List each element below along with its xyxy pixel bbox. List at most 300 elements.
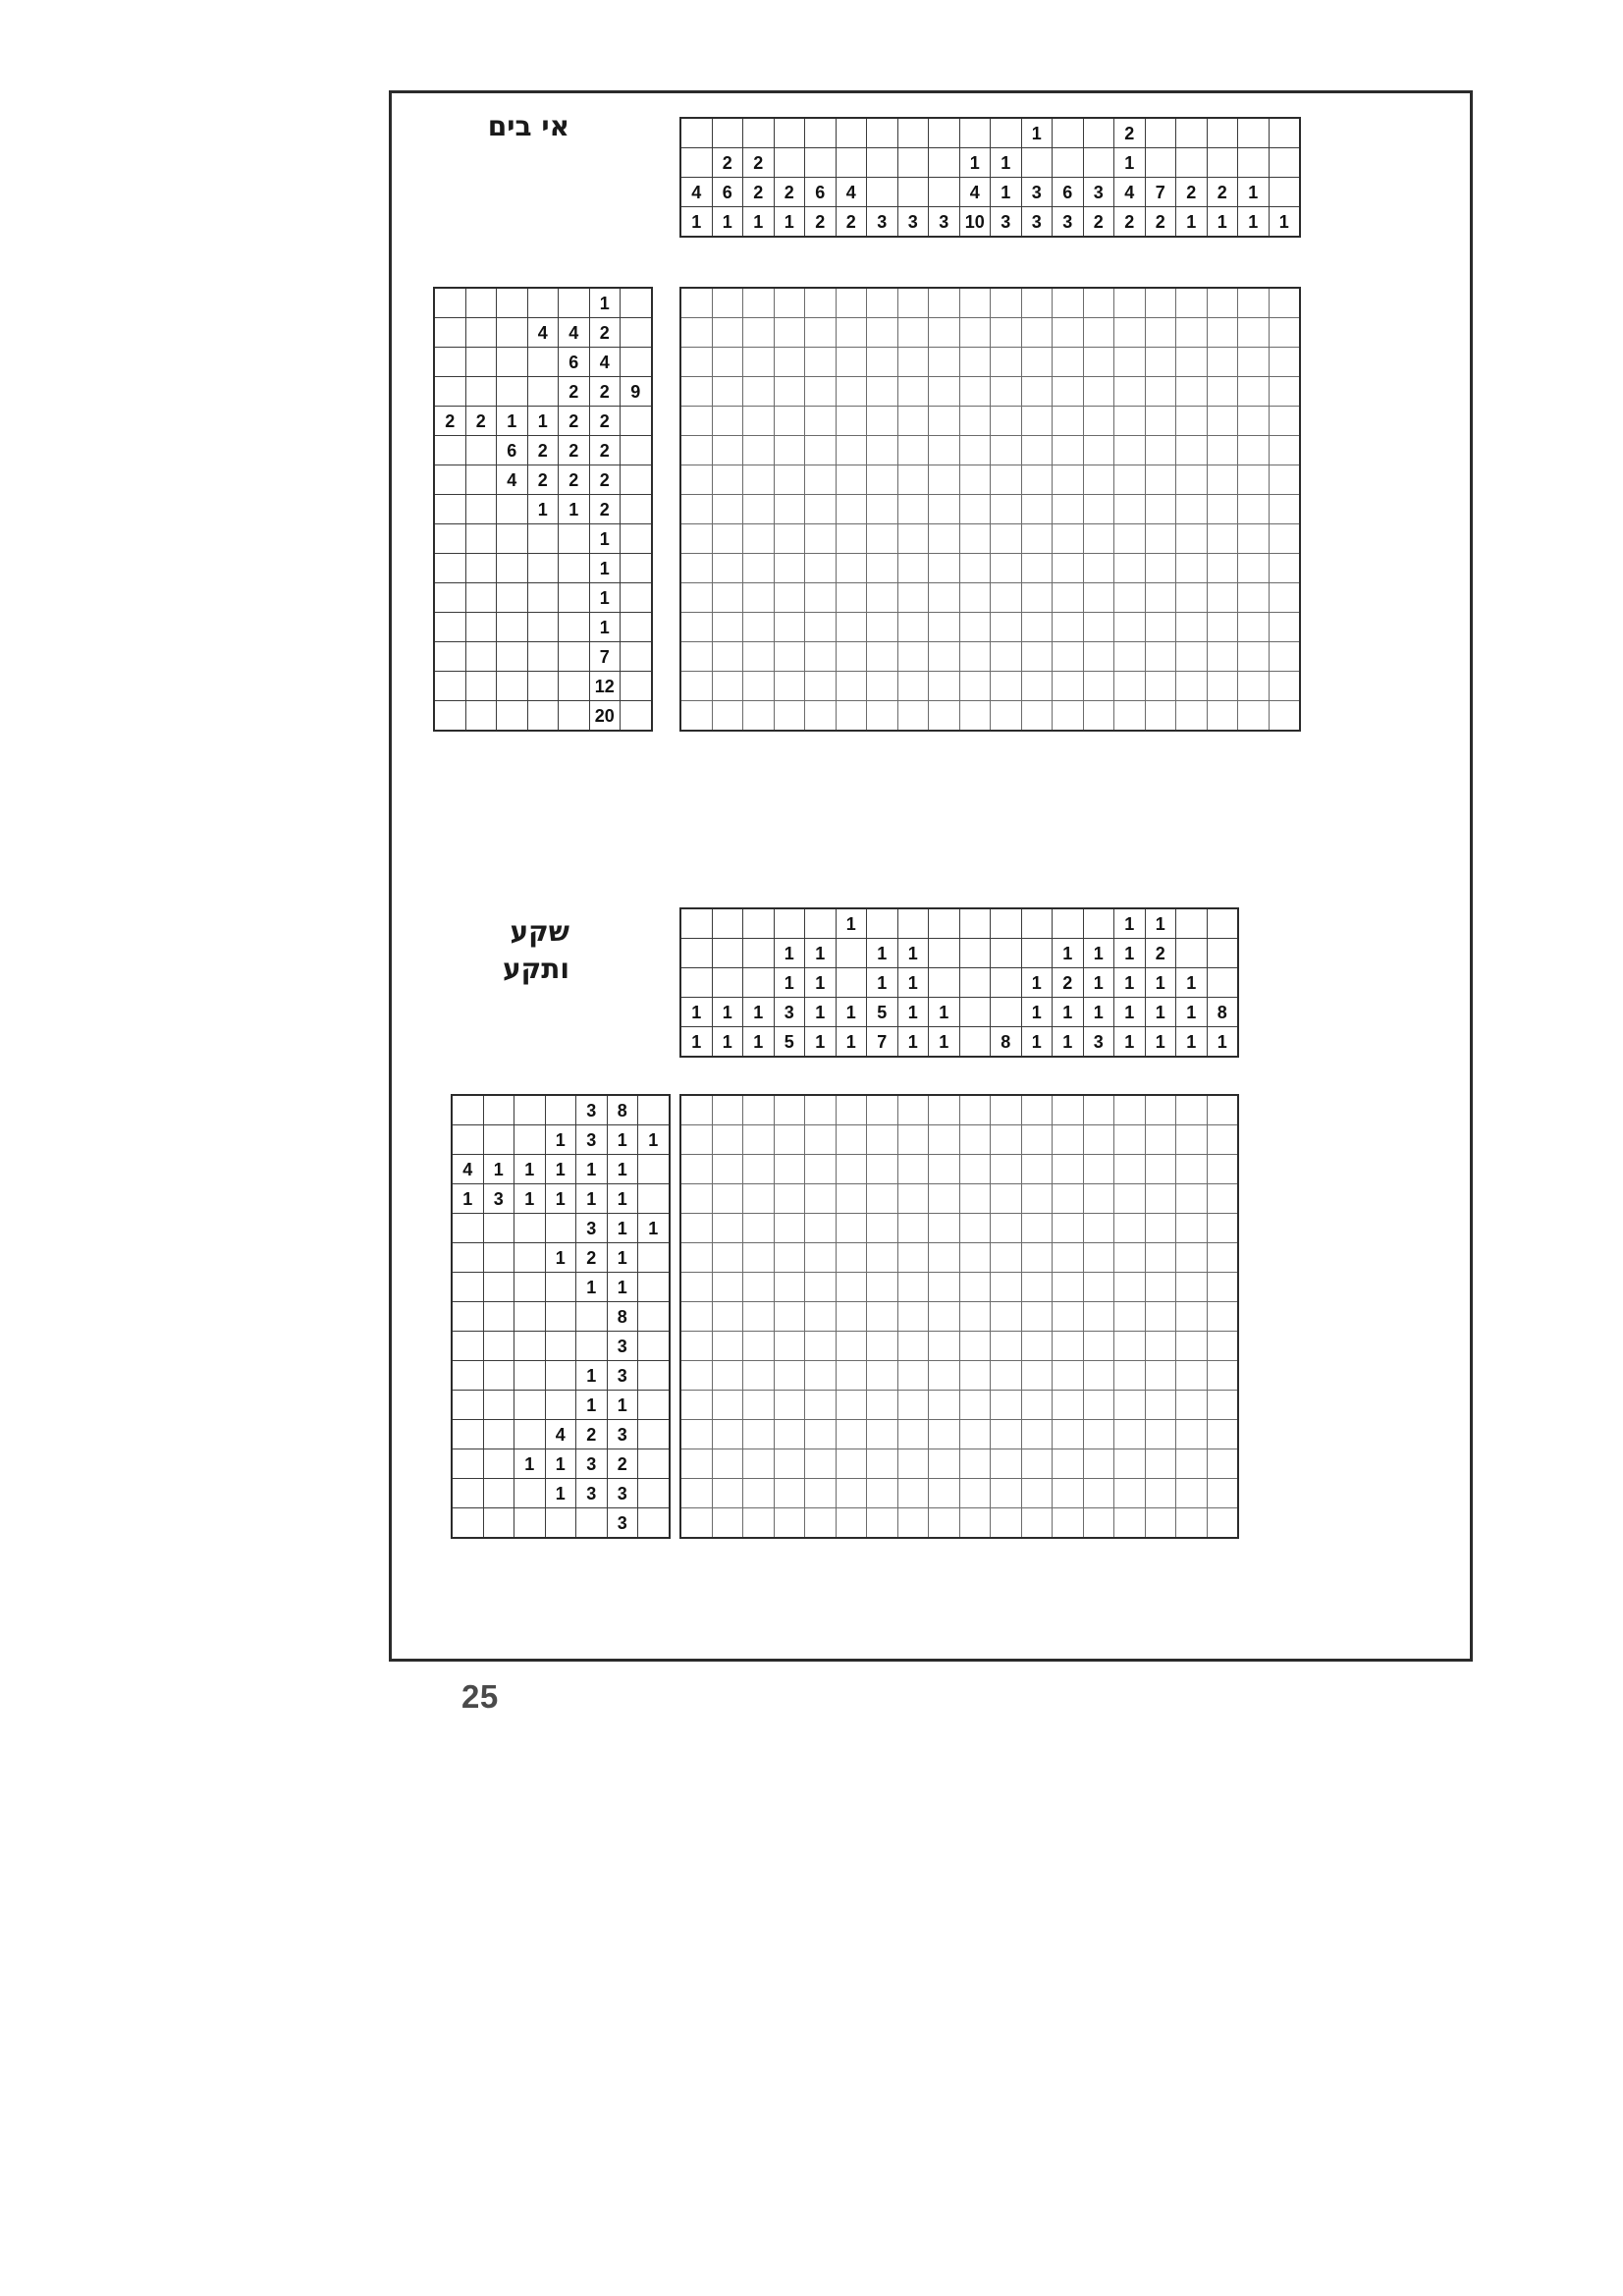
puzzle-2-cell[interactable] (743, 1332, 775, 1361)
puzzle-1-cell[interactable] (1207, 701, 1238, 731)
puzzle-2-cell[interactable] (712, 1184, 743, 1214)
puzzle-1-cell[interactable] (1269, 407, 1300, 436)
puzzle-2-cell[interactable] (959, 1449, 991, 1479)
puzzle-1-cell[interactable] (712, 318, 743, 348)
puzzle-2-cell[interactable] (991, 1508, 1022, 1538)
puzzle-1-cell[interactable] (681, 377, 713, 407)
puzzle-2-cell[interactable] (1176, 1243, 1208, 1273)
puzzle-2-cell[interactable] (1053, 1361, 1084, 1391)
puzzle-1-cell[interactable] (959, 554, 991, 583)
puzzle-2-cell[interactable] (1207, 1273, 1238, 1302)
puzzle-2-cell[interactable] (1021, 1361, 1053, 1391)
puzzle-2-cell[interactable] (1114, 1302, 1146, 1332)
puzzle-2-cell[interactable] (774, 1479, 805, 1508)
puzzle-1-cell[interactable] (1083, 524, 1114, 554)
puzzle-2-cell[interactable] (959, 1214, 991, 1243)
puzzle-2-cell[interactable] (897, 1155, 929, 1184)
puzzle-1-cell[interactable] (991, 583, 1022, 613)
puzzle-2-cell[interactable] (681, 1155, 713, 1184)
puzzle-2-row[interactable] (681, 1125, 1238, 1155)
puzzle-2-cell[interactable] (867, 1391, 898, 1420)
puzzle-1-cell[interactable] (1021, 318, 1053, 348)
puzzle-2-cell[interactable] (1114, 1449, 1146, 1479)
puzzle-2-cell[interactable] (1053, 1302, 1084, 1332)
puzzle-2-cell[interactable] (836, 1184, 867, 1214)
puzzle-2-cell[interactable] (1021, 1273, 1053, 1302)
puzzle-1-cell[interactable] (1207, 289, 1238, 318)
puzzle-1-cell[interactable] (1053, 672, 1084, 701)
puzzle-1-cell[interactable] (743, 377, 775, 407)
puzzle-1-cell[interactable] (1269, 377, 1300, 407)
puzzle-2-cell[interactable] (805, 1214, 837, 1243)
puzzle-2-cell[interactable] (1021, 1332, 1053, 1361)
puzzle-2-cell[interactable] (867, 1155, 898, 1184)
puzzle-2-cell[interactable] (991, 1214, 1022, 1243)
puzzle-1-cell[interactable] (897, 554, 929, 583)
puzzle-1-cell[interactable] (867, 407, 898, 436)
puzzle-2-cell[interactable] (1083, 1361, 1114, 1391)
puzzle-2-row[interactable] (681, 1391, 1238, 1420)
puzzle-2-cell[interactable] (681, 1302, 713, 1332)
puzzle-2-cell[interactable] (743, 1125, 775, 1155)
puzzle-1-cell[interactable] (897, 583, 929, 613)
puzzle-2-cell[interactable] (1207, 1508, 1238, 1538)
puzzle-1-cell[interactable] (867, 672, 898, 701)
puzzle-1-cell[interactable] (1114, 554, 1146, 583)
puzzle-2-cell[interactable] (1083, 1332, 1114, 1361)
puzzle-2-cell[interactable] (1176, 1420, 1208, 1449)
puzzle-1-cell[interactable] (1021, 495, 1053, 524)
puzzle-2-cell[interactable] (1053, 1420, 1084, 1449)
puzzle-2-cell[interactable] (929, 1361, 960, 1391)
puzzle-2-cell[interactable] (1114, 1243, 1146, 1273)
puzzle-1-cell[interactable] (681, 289, 713, 318)
puzzle-2-cell[interactable] (1145, 1155, 1176, 1184)
puzzle-1-cell[interactable] (1021, 701, 1053, 731)
puzzle-2-cell[interactable] (991, 1391, 1022, 1420)
puzzle-2-cell[interactable] (774, 1243, 805, 1273)
puzzle-1-cell[interactable] (681, 672, 713, 701)
puzzle-1-cell[interactable] (897, 642, 929, 672)
puzzle-1-cell[interactable] (805, 642, 837, 672)
puzzle-1-row[interactable] (681, 524, 1300, 554)
puzzle-1-cell[interactable] (836, 583, 867, 613)
puzzle-2-cell[interactable] (712, 1273, 743, 1302)
puzzle-1-cell[interactable] (1269, 318, 1300, 348)
puzzle-2-cell[interactable] (1145, 1332, 1176, 1361)
puzzle-1-cell[interactable] (991, 465, 1022, 495)
puzzle-1-cell[interactable] (1021, 407, 1053, 436)
puzzle-1-cell[interactable] (1083, 465, 1114, 495)
puzzle-1-cell[interactable] (959, 613, 991, 642)
puzzle-2-cell[interactable] (743, 1449, 775, 1479)
puzzle-2-cell[interactable] (1176, 1449, 1208, 1479)
puzzle-1-cell[interactable] (1114, 642, 1146, 672)
puzzle-2-cell[interactable] (1114, 1420, 1146, 1449)
puzzle-1-cell[interactable] (805, 289, 837, 318)
puzzle-2-cell[interactable] (712, 1302, 743, 1332)
puzzle-1-cell[interactable] (805, 524, 837, 554)
puzzle-1-cell[interactable] (681, 701, 713, 731)
puzzle-1-cell[interactable] (712, 613, 743, 642)
puzzle-1-cell[interactable] (712, 289, 743, 318)
puzzle-2-cell[interactable] (1176, 1508, 1208, 1538)
puzzle-1-cell[interactable] (1145, 465, 1176, 495)
puzzle-1-cell[interactable] (929, 465, 960, 495)
puzzle-1-cell[interactable] (1176, 554, 1208, 583)
puzzle-2-cell[interactable] (836, 1391, 867, 1420)
puzzle-1-cell[interactable] (959, 672, 991, 701)
puzzle-2-cell[interactable] (1021, 1214, 1053, 1243)
puzzle-1-cell[interactable] (1176, 348, 1208, 377)
puzzle-1-cell[interactable] (1238, 672, 1270, 701)
puzzle-2-cell[interactable] (805, 1361, 837, 1391)
puzzle-1-cell[interactable] (681, 524, 713, 554)
puzzle-1-cell[interactable] (743, 289, 775, 318)
puzzle-2-cell[interactable] (1083, 1214, 1114, 1243)
puzzle-2-cell[interactable] (774, 1214, 805, 1243)
puzzle-1-cell[interactable] (836, 554, 867, 583)
puzzle-1-cell[interactable] (959, 642, 991, 672)
puzzle-2-cell[interactable] (743, 1361, 775, 1391)
puzzle-1-cell[interactable] (1238, 583, 1270, 613)
puzzle-1-cell[interactable] (929, 436, 960, 465)
puzzle-2-cell[interactable] (743, 1096, 775, 1125)
puzzle-2-cell[interactable] (897, 1391, 929, 1420)
puzzle-2-cell[interactable] (929, 1449, 960, 1479)
puzzle-2-row[interactable] (681, 1096, 1238, 1125)
puzzle-1-cell[interactable] (805, 348, 837, 377)
puzzle-1-cell[interactable] (681, 436, 713, 465)
puzzle-1-cell[interactable] (1238, 554, 1270, 583)
puzzle-2-cell[interactable] (1145, 1449, 1176, 1479)
puzzle-1-cell[interactable] (836, 524, 867, 554)
puzzle-2-cell[interactable] (774, 1155, 805, 1184)
puzzle-2-cell[interactable] (1176, 1332, 1208, 1361)
puzzle-1-cell[interactable] (1053, 465, 1084, 495)
puzzle-1-cell[interactable] (681, 613, 713, 642)
puzzle-2-cell[interactable] (805, 1184, 837, 1214)
puzzle-2-cell[interactable] (1053, 1508, 1084, 1538)
puzzle-2-cell[interactable] (959, 1391, 991, 1420)
puzzle-1-cell[interactable] (991, 377, 1022, 407)
puzzle-2-cell[interactable] (681, 1125, 713, 1155)
puzzle-1-row[interactable] (681, 436, 1300, 465)
puzzle-2-cell[interactable] (1145, 1096, 1176, 1125)
puzzle-1-cell[interactable] (991, 524, 1022, 554)
puzzle-2-cell[interactable] (836, 1096, 867, 1125)
puzzle-1-cell[interactable] (897, 348, 929, 377)
puzzle-1-cell[interactable] (1083, 289, 1114, 318)
puzzle-2-row[interactable] (681, 1508, 1238, 1538)
puzzle-1-cell[interactable] (1269, 583, 1300, 613)
puzzle-1-cell[interactable] (959, 436, 991, 465)
puzzle-2-cell[interactable] (1021, 1449, 1053, 1479)
puzzle-1-cell[interactable] (991, 701, 1022, 731)
puzzle-1-cell[interactable] (991, 495, 1022, 524)
puzzle-1-cell[interactable] (1083, 583, 1114, 613)
puzzle-2-cell[interactable] (743, 1243, 775, 1273)
puzzle-2-cell[interactable] (1145, 1243, 1176, 1273)
puzzle-1-cell[interactable] (959, 524, 991, 554)
puzzle-1-cell[interactable] (897, 436, 929, 465)
puzzle-2-cell[interactable] (836, 1361, 867, 1391)
puzzle-1-cell[interactable] (1207, 524, 1238, 554)
puzzle-2-cell[interactable] (743, 1214, 775, 1243)
puzzle-1-cell[interactable] (1083, 318, 1114, 348)
puzzle-2-cell[interactable] (1114, 1155, 1146, 1184)
puzzle-2-cell[interactable] (1176, 1361, 1208, 1391)
puzzle-2-cell[interactable] (1145, 1302, 1176, 1332)
puzzle-2-cell[interactable] (929, 1243, 960, 1273)
puzzle-1-cell[interactable] (1238, 524, 1270, 554)
puzzle-2-cell[interactable] (681, 1391, 713, 1420)
puzzle-2-cell[interactable] (774, 1449, 805, 1479)
puzzle-2-cell[interactable] (929, 1155, 960, 1184)
puzzle-1-row[interactable] (681, 672, 1300, 701)
puzzle-2-cell[interactable] (929, 1096, 960, 1125)
puzzle-1-cell[interactable] (929, 613, 960, 642)
puzzle-2-cell[interactable] (959, 1125, 991, 1155)
puzzle-2-cell[interactable] (1083, 1420, 1114, 1449)
puzzle-1-cell[interactable] (867, 465, 898, 495)
puzzle-2-cell[interactable] (712, 1332, 743, 1361)
puzzle-1-cell[interactable] (1145, 495, 1176, 524)
puzzle-1-cell[interactable] (743, 613, 775, 642)
puzzle-2-cell[interactable] (1021, 1125, 1053, 1155)
puzzle-2-cell[interactable] (959, 1508, 991, 1538)
puzzle-2-cell[interactable] (774, 1125, 805, 1155)
puzzle-1-cell[interactable] (1207, 377, 1238, 407)
puzzle-1-cell[interactable] (959, 465, 991, 495)
puzzle-2-cell[interactable] (1207, 1420, 1238, 1449)
puzzle-2-cell[interactable] (712, 1125, 743, 1155)
puzzle-2-cell[interactable] (836, 1420, 867, 1449)
puzzle-2-cell[interactable] (1021, 1184, 1053, 1214)
puzzle-1-cell[interactable] (1083, 348, 1114, 377)
puzzle-2-cell[interactable] (1207, 1302, 1238, 1332)
puzzle-1-cell[interactable] (959, 289, 991, 318)
puzzle-1-cell[interactable] (681, 495, 713, 524)
puzzle-1-cell[interactable] (805, 436, 837, 465)
puzzle-2-cell[interactable] (1176, 1096, 1208, 1125)
puzzle-2-cell[interactable] (1176, 1214, 1208, 1243)
puzzle-1-cell[interactable] (991, 348, 1022, 377)
puzzle-1-cell[interactable] (897, 613, 929, 642)
puzzle-2-cell[interactable] (1207, 1155, 1238, 1184)
puzzle-1-cell[interactable] (1083, 407, 1114, 436)
puzzle-1-cell[interactable] (991, 436, 1022, 465)
puzzle-1-cell[interactable] (1145, 407, 1176, 436)
puzzle-2-cell[interactable] (1114, 1391, 1146, 1420)
puzzle-2-cell[interactable] (743, 1391, 775, 1420)
puzzle-1-cell[interactable] (929, 348, 960, 377)
puzzle-1-cell[interactable] (805, 701, 837, 731)
puzzle-1-cell[interactable] (712, 377, 743, 407)
puzzle-2-cell[interactable] (1207, 1125, 1238, 1155)
puzzle-1-cell[interactable] (929, 524, 960, 554)
puzzle-1-row[interactable] (681, 407, 1300, 436)
puzzle-2-cell[interactable] (681, 1508, 713, 1538)
puzzle-1-cell[interactable] (1269, 495, 1300, 524)
puzzle-2-cell[interactable] (1083, 1155, 1114, 1184)
puzzle-2-cell[interactable] (774, 1391, 805, 1420)
puzzle-2-cell[interactable] (991, 1332, 1022, 1361)
puzzle-1-cell[interactable] (991, 613, 1022, 642)
puzzle-1-cell[interactable] (1083, 701, 1114, 731)
puzzle-1-cell[interactable] (681, 348, 713, 377)
puzzle-2-cell[interactable] (1083, 1479, 1114, 1508)
puzzle-2-cell[interactable] (1114, 1508, 1146, 1538)
puzzle-2-cell[interactable] (897, 1361, 929, 1391)
puzzle-2-cell[interactable] (897, 1125, 929, 1155)
puzzle-2-cell[interactable] (681, 1479, 713, 1508)
puzzle-2-cell[interactable] (959, 1243, 991, 1273)
puzzle-2-cell[interactable] (681, 1243, 713, 1273)
puzzle-1-cell[interactable] (774, 524, 805, 554)
puzzle-2-cell[interactable] (897, 1420, 929, 1449)
puzzle-2-cell[interactable] (867, 1214, 898, 1243)
puzzle-2-cell[interactable] (1053, 1332, 1084, 1361)
puzzle-2-cell[interactable] (867, 1479, 898, 1508)
puzzle-1-cell[interactable] (1145, 672, 1176, 701)
puzzle-2-cell[interactable] (774, 1096, 805, 1125)
puzzle-1-cell[interactable] (1053, 495, 1084, 524)
puzzle-2-cell[interactable] (836, 1332, 867, 1361)
puzzle-1-cell[interactable] (836, 672, 867, 701)
puzzle-1-cell[interactable] (1053, 613, 1084, 642)
puzzle-2-cell[interactable] (1207, 1096, 1238, 1125)
puzzle-1-cell[interactable] (836, 289, 867, 318)
puzzle-2-cell[interactable] (1145, 1184, 1176, 1214)
puzzle-1-cell[interactable] (1176, 436, 1208, 465)
puzzle-2-cell[interactable] (991, 1302, 1022, 1332)
puzzle-2-cell[interactable] (1083, 1184, 1114, 1214)
puzzle-1-cell[interactable] (1083, 613, 1114, 642)
puzzle-1-cell[interactable] (1021, 583, 1053, 613)
puzzle-1-cell[interactable] (1021, 524, 1053, 554)
puzzle-1-cell[interactable] (774, 407, 805, 436)
puzzle-1-cell[interactable] (836, 465, 867, 495)
puzzle-1-cell[interactable] (1053, 289, 1084, 318)
puzzle-1-cell[interactable] (1269, 524, 1300, 554)
puzzle-2-cell[interactable] (1176, 1273, 1208, 1302)
puzzle-1-cell[interactable] (712, 495, 743, 524)
puzzle-2-cell[interactable] (1083, 1273, 1114, 1302)
puzzle-2-cell[interactable] (805, 1420, 837, 1449)
puzzle-2-cell[interactable] (681, 1096, 713, 1125)
puzzle-2-cell[interactable] (991, 1361, 1022, 1391)
puzzle-1-cell[interactable] (1207, 554, 1238, 583)
puzzle-1-cell[interactable] (743, 436, 775, 465)
puzzle-1-cell[interactable] (959, 318, 991, 348)
puzzle-2-cell[interactable] (1114, 1273, 1146, 1302)
puzzle-1-cell[interactable] (774, 495, 805, 524)
puzzle-1-cell[interactable] (1145, 524, 1176, 554)
puzzle-1-cell[interactable] (681, 554, 713, 583)
puzzle-1-cell[interactable] (1021, 436, 1053, 465)
puzzle-2-cell[interactable] (712, 1155, 743, 1184)
puzzle-2-cell[interactable] (867, 1449, 898, 1479)
puzzle-1-cell[interactable] (1269, 672, 1300, 701)
puzzle-1-cell[interactable] (1176, 465, 1208, 495)
puzzle-2-cell[interactable] (929, 1420, 960, 1449)
puzzle-1-row[interactable] (681, 318, 1300, 348)
puzzle-1-cell[interactable] (897, 672, 929, 701)
puzzle-2-cell[interactable] (959, 1479, 991, 1508)
puzzle-2-row[interactable] (681, 1479, 1238, 1508)
puzzle-2-cell[interactable] (929, 1332, 960, 1361)
puzzle-2-cell[interactable] (1114, 1125, 1146, 1155)
puzzle-2-cell[interactable] (836, 1479, 867, 1508)
puzzle-2-cell[interactable] (743, 1508, 775, 1538)
puzzle-1-cell[interactable] (774, 348, 805, 377)
puzzle-1-cell[interactable] (1176, 289, 1208, 318)
puzzle-1-cell[interactable] (1145, 318, 1176, 348)
puzzle-2-cell[interactable] (991, 1125, 1022, 1155)
puzzle-2-cell[interactable] (1021, 1155, 1053, 1184)
puzzle-1-cell[interactable] (1145, 377, 1176, 407)
puzzle-1-row[interactable] (681, 495, 1300, 524)
puzzle-2-cell[interactable] (774, 1332, 805, 1361)
puzzle-2-cell[interactable] (774, 1420, 805, 1449)
puzzle-2-cell[interactable] (1021, 1479, 1053, 1508)
puzzle-2-cell[interactable] (743, 1302, 775, 1332)
puzzle-1-cell[interactable] (774, 701, 805, 731)
puzzle-1-cell[interactable] (1176, 583, 1208, 613)
puzzle-1-cell[interactable] (712, 524, 743, 554)
puzzle-2-cell[interactable] (959, 1420, 991, 1449)
puzzle-2-cell[interactable] (867, 1273, 898, 1302)
puzzle-2-cell[interactable] (867, 1243, 898, 1273)
puzzle-1-cell[interactable] (712, 701, 743, 731)
puzzle-1-cell[interactable] (1176, 495, 1208, 524)
puzzle-1-cell[interactable] (836, 701, 867, 731)
puzzle-1-cell[interactable] (1021, 642, 1053, 672)
puzzle-2-cell[interactable] (1114, 1361, 1146, 1391)
puzzle-2-cell[interactable] (743, 1273, 775, 1302)
puzzle-2-cell[interactable] (836, 1449, 867, 1479)
puzzle-1-cell[interactable] (1021, 289, 1053, 318)
puzzle-2-cell[interactable] (897, 1332, 929, 1361)
puzzle-2-cell[interactable] (743, 1420, 775, 1449)
puzzle-2-cell[interactable] (1207, 1214, 1238, 1243)
puzzle-1-cell[interactable] (1145, 642, 1176, 672)
puzzle-1-cell[interactable] (1114, 318, 1146, 348)
puzzle-2-cell[interactable] (805, 1479, 837, 1508)
puzzle-1-cell[interactable] (991, 318, 1022, 348)
puzzle-1-cell[interactable] (1053, 554, 1084, 583)
puzzle-2-cell[interactable] (1053, 1214, 1084, 1243)
puzzle-2-cell[interactable] (1021, 1508, 1053, 1538)
puzzle-2-cell[interactable] (959, 1273, 991, 1302)
puzzle-1-cell[interactable] (867, 495, 898, 524)
puzzle-1-cell[interactable] (867, 377, 898, 407)
puzzle-1-cell[interactable] (1207, 642, 1238, 672)
puzzle-2-cell[interactable] (991, 1243, 1022, 1273)
puzzle-2-cell[interactable] (836, 1155, 867, 1184)
puzzle-1-cell[interactable] (1114, 524, 1146, 554)
puzzle-2-grid[interactable] (680, 1095, 1238, 1538)
puzzle-2-cell[interactable] (681, 1361, 713, 1391)
puzzle-2-cell[interactable] (774, 1508, 805, 1538)
puzzle-1-cell[interactable] (1269, 289, 1300, 318)
puzzle-1-cell[interactable] (1053, 524, 1084, 554)
puzzle-1-cell[interactable] (1145, 613, 1176, 642)
puzzle-2-cell[interactable] (867, 1125, 898, 1155)
puzzle-2-cell[interactable] (805, 1096, 837, 1125)
puzzle-1-cell[interactable] (1269, 348, 1300, 377)
